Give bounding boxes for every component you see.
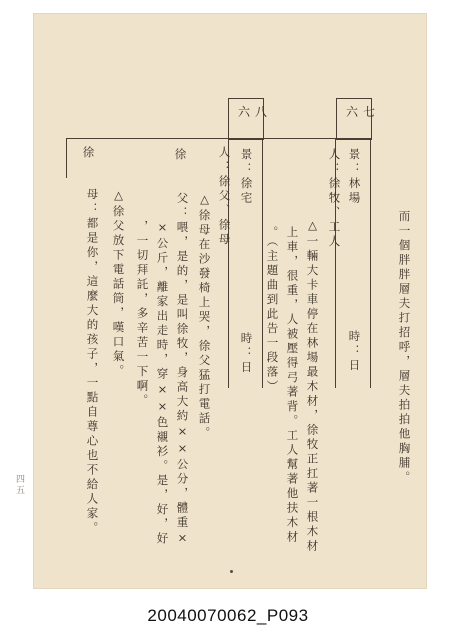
scene-67-number: 六七 [346, 105, 381, 119]
scene-67-characters: 人：徐牧、工人 [327, 148, 342, 250]
scene-68-characters: 人：徐父、徐母 [217, 146, 232, 248]
scene-68-number: 六八 [238, 105, 273, 119]
scene-68-action-1: △徐母在沙發椅上哭，徐父猛打電話。 [197, 192, 212, 441]
continuation-line: 而一個胖胖層夫打招呼，層夫拍拍他胸脯。 [397, 210, 412, 486]
scene-68-outer-rule [66, 138, 67, 178]
scene-67-action-3: 。（主題曲到此告一段落） [265, 226, 280, 395]
scene-68-right-rule [262, 138, 263, 388]
scene-67-right-rule [370, 138, 371, 388]
scene-68-location: 景：徐宅 [239, 148, 254, 206]
margin-page-mark: 四五 [14, 474, 24, 496]
scene-68-time: 時：日 [239, 332, 254, 376]
scene-67-action-2: 上車，很重，人被壓得弓著背。工人幫著他扶木材 [285, 226, 300, 545]
scene-67-time: 時：日 [347, 330, 362, 374]
script-page [34, 14, 426, 588]
mother-line: 母：都是你，這麼大的孩子，一點自尊心也不給人家。 [85, 188, 100, 536]
father-speaker-mark: 徐 [173, 148, 188, 163]
scene-67-location: 景：林場 [347, 148, 362, 206]
ink-speck [230, 570, 233, 573]
scene-68-action-2: △徐父放下電話筒，嘆口氣。 [111, 188, 126, 379]
mother-speaker-mark: 徐 [81, 146, 96, 161]
father-line-3: ，一切拜託，多辛苦一下啊。 [135, 220, 150, 409]
scene-header-top-rule [66, 138, 370, 139]
father-line-1: 父：喂，是的，是叫徐牧，身高大約××公分，體重× [175, 192, 190, 548]
father-line-2: ×公斤，離家出走時，穿××色襯衫。是，好，好 [155, 220, 170, 547]
archive-caption: 20040070062_P093 [147, 606, 309, 625]
scene-67-action-1: △一輛大卡車停在林場最木材，徐牧正扛著一根木材 [305, 218, 320, 554]
